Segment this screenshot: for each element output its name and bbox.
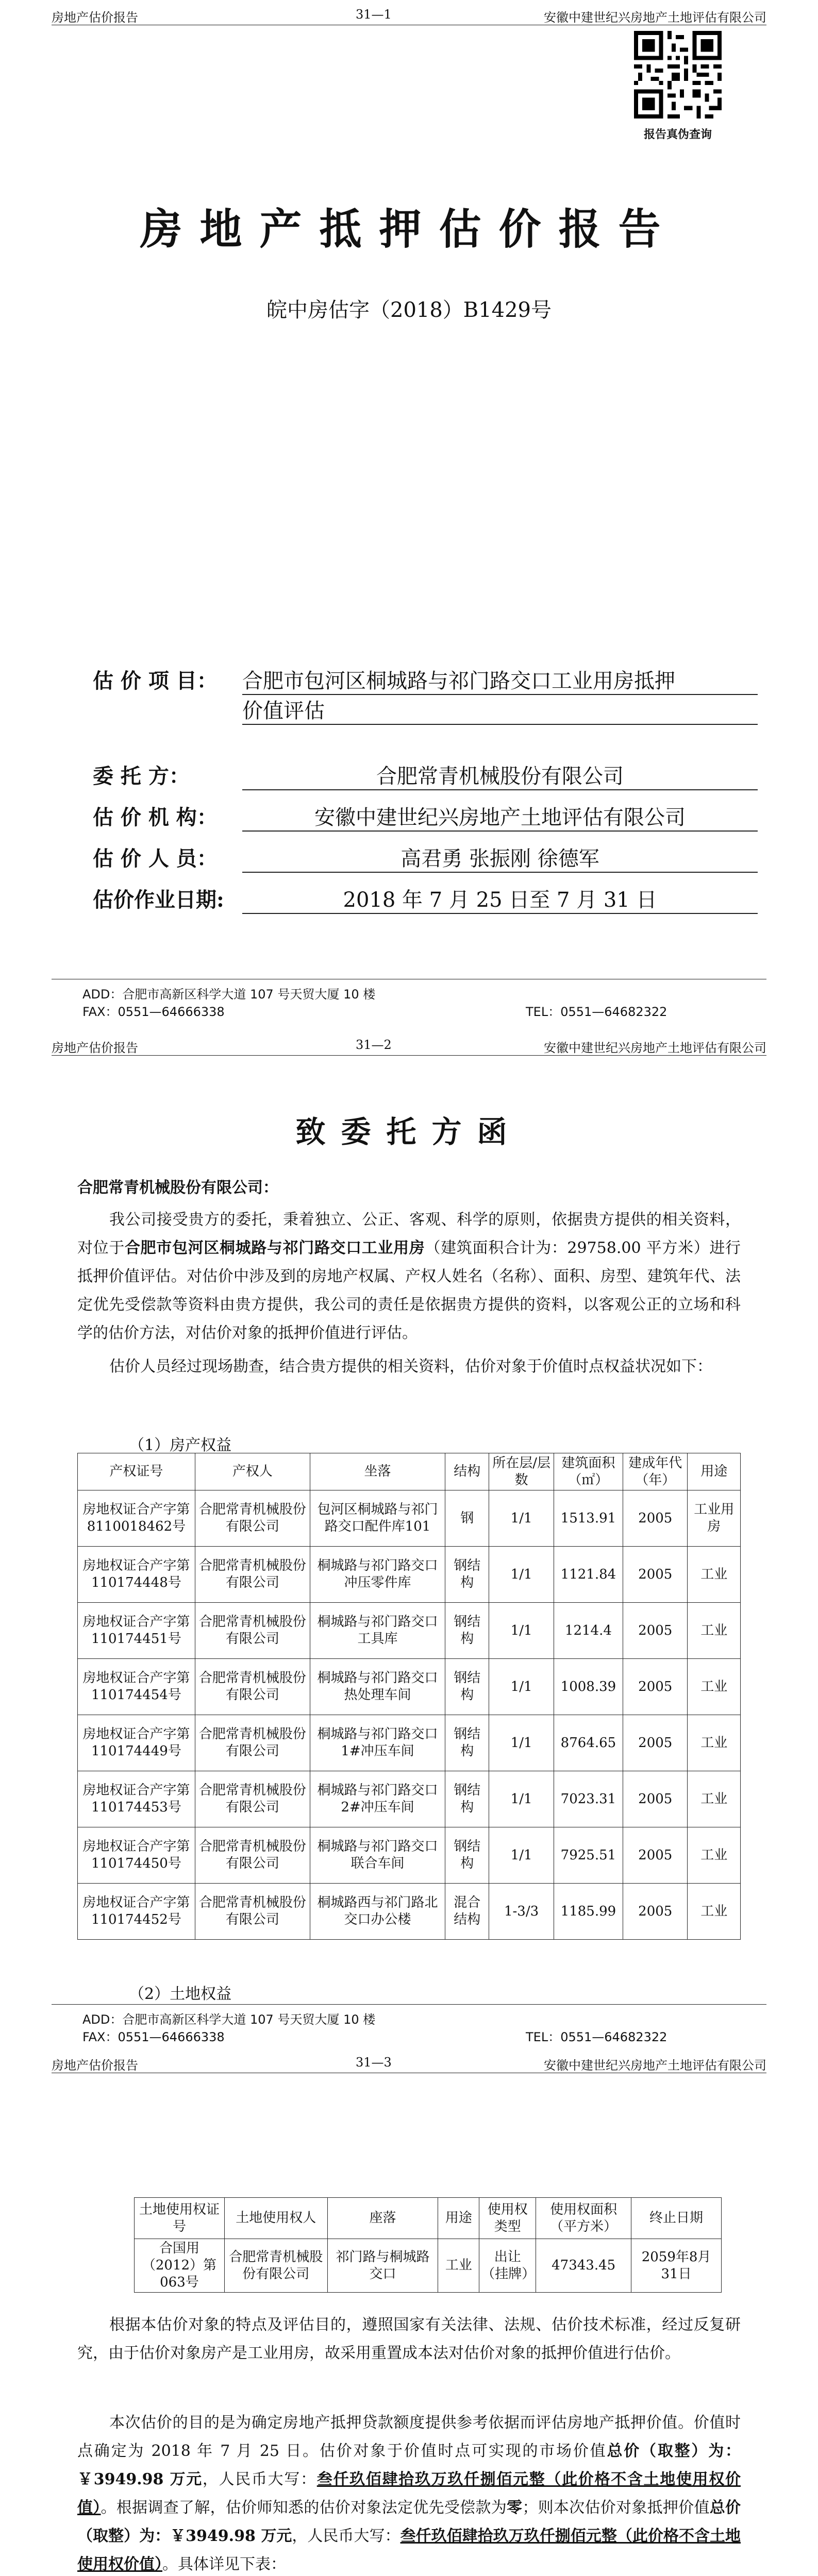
table-row: 房地权证合产字第110174450号 合肥常青机械股份有限公司 桐城路与祁门路交口联合车间 钢结构 1/1 7925.51 2005 工业	[78, 1827, 741, 1884]
cover-label: 估 价 机 构：	[93, 805, 218, 829]
qr-code-icon[interactable]	[634, 31, 722, 118]
section-land-rights: （2）土地权益	[129, 1985, 232, 2003]
header-page-number: 31—1	[356, 7, 392, 22]
letter-title: 致委托方函	[295, 1114, 523, 1149]
table-header-row: 产权证号 产权人 坐落 结构 所在层/层数 建筑面积（㎡） 建成年代（年） 用途	[78, 1453, 741, 1490]
valuation-paragraph-result: 本次估价的目的是为确定房地产抵押贷款额度提供参考依据而评估房地产抵押价值。价值时点确定为 2018 年 7 月 25 日。估价对象于价值时点可实现的市场价值总价（取整）为：￥3949.98 万元，人民币大写：叁仟玖佰肆拾玖万玖仟捌佰元整（此价格不含土地使用权价值）。根据调查了解，估价师知悉的估价对象法定优先受偿款为零；则本次估价对象抵押价值总价（取整）为：￥3949.98 万元，人民币大写：叁仟玖佰肆拾玖万玖仟捌佰元整（此价格不含土地使用权价值）。具体详见下表：	[77, 2414, 741, 2573]
cover-value: 合肥常青机械股份有限公司	[242, 760, 758, 790]
header-left: 房地产估价报告	[52, 1041, 138, 1055]
document-number: 皖中房估字（2018）B1429号	[266, 298, 552, 322]
letter-paragraph-1: 我公司接受贵方的委托，秉着独立、公正、客观、科学的原则，依据贵方提供的相关资料，对位于合肥市包河区桐城路与祁门路交口工业用房（建筑面积合计为：29758.00 平方米）进行抵押价值评估。对估价中涉及到的房地产权属、产权人姓名（名称）、面积、房型、建筑年代、法定优先受偿款等资料由贵方提供，我公司的责任是依据贵方提供的资料，以客观公正的立场和科学的估价方法，对估价对象的抵押价值进行评估。	[77, 1211, 741, 1342]
cover-value: 2018 年 7 月 25 日至 7 月 31 日	[242, 884, 758, 914]
qr-caption: 报告真伪查询	[643, 128, 712, 141]
table-row: 房地权证合产字第110174449号 合肥常青机械股份有限公司 桐城路与祁门路交口1#冲压车间 钢结构 1/1 8764.65 2005 工业	[78, 1715, 741, 1771]
table-header-row: 土地使用权证号 土地使用权人 座落 用途 使用权类型 使用权面积（平方米） 终止日期	[135, 2198, 722, 2239]
cover-label: 估 价 人 员：	[93, 846, 218, 871]
table-row: 房地权证合产字第110174452号 合肥常青机械股份有限公司 桐城路西与祁门路北交口办公楼 混合结构 1-3/3 1185.99 2005 工业	[78, 1884, 741, 1940]
footer-tel: TEL：0551—64682322	[526, 2030, 667, 2044]
valuation-paragraph-method: 根据本估价对象的特点及评估目的，遵照国家有关法律、法规、估价技术标准，经过反复研究，由于估价对象房产是工业用房，故采用重置成本法对估价对象的抵押价值进行估价。	[77, 2316, 741, 2362]
page-header	[52, 1035, 766, 1056]
table-row: 房地权证合产字第110174454号 合肥常青机械股份有限公司 桐城路与祁门路交口热处理车间 钢结构 1/1 1008.39 2005 工业	[78, 1659, 741, 1715]
footer-address: ADD：合肥市高新区科学大道 107 号天贸大厦 10 楼	[82, 987, 376, 1002]
section-property-rights: （1）房产权益	[129, 1436, 232, 1454]
letter-addressee: 合肥常青机械股份有限公司：	[77, 1179, 278, 1197]
table-row: 房地权证合产字第8110018462号 合肥常青机械股份有限公司 包河区桐城路与祁门路交口配件库101 钢 1/1 1513.91 2005 工业用房	[78, 1490, 741, 1547]
table-row: 合国用（2012）第063号 合肥常青机械股份有限公司 祁门路与桐城路交口 工业 出让（挂牌） 47343.45 2059年8月31日	[135, 2239, 722, 2293]
footer-fax: FAX：0551—64666338	[82, 2030, 225, 2044]
header-page-number: 31—2	[356, 1038, 392, 1052]
cover-label: 估价作业日期:	[93, 888, 224, 912]
page-header	[52, 4, 766, 25]
header-left: 房地产估价报告	[52, 10, 138, 25]
table-row: 房地权证合产字第110174453号 合肥常青机械股份有限公司 桐城路与祁门路交口2#冲压车间 钢结构 1/1 7023.31 2005 工业	[78, 1771, 741, 1827]
footer-fax: FAX：0551—64666338	[82, 1005, 225, 1019]
cover-label: 委 托 方：	[93, 764, 190, 788]
report-title: 房地产抵押估价报告	[140, 205, 678, 254]
table-row: 房地权证合产字第110174448号 合肥常青机械股份有限公司 桐城路与祁门路交口冲压零件库 钢结构 1/1 1121.84 2005 工业	[78, 1547, 741, 1603]
property-location: 合肥市包河区桐城路与祁门路交口工业用房	[124, 1239, 425, 1257]
cover-value: 高君勇 张振刚 徐德军	[242, 842, 758, 873]
footer-address: ADD：合肥市高新区科学大道 107 号天贸大厦 10 楼	[82, 2012, 376, 2027]
land-rights-table	[134, 2197, 722, 2293]
cover-page	[0, 0, 818, 1025]
header-page-number: 31—3	[356, 2055, 392, 2070]
table-row: 房地权证合产字第110174451号 合肥常青机械股份有限公司 桐城路与祁门路交口工具库 钢结构 1/1 1214.4 2005 工业	[78, 1603, 741, 1659]
letter-paragraph-2: 估价人员经过现场勘查，结合贵方提供的相关资料，估价对象于价值时点权益状况如下：	[109, 1358, 712, 1376]
valuation-page	[0, 2048, 818, 2576]
header-right: 安徽中建世纪兴房地产土地评估有限公司	[544, 2058, 766, 2073]
cover-label: 估 价 项 目：	[93, 669, 218, 693]
header-right: 安徽中建世纪兴房地产土地评估有限公司	[544, 10, 766, 25]
cover-value-cont: 价值评估	[242, 694, 758, 725]
letter-page	[0, 1030, 818, 2048]
property-rights-table	[77, 1453, 741, 1940]
cover-value: 合肥市包河区桐城路与祁门路交口工业用房抵押	[242, 665, 758, 695]
cover-value: 安徽中建世纪兴房地产土地评估有限公司	[242, 801, 758, 832]
page-header	[52, 2052, 766, 2073]
header-right: 安徽中建世纪兴房地产土地评估有限公司	[544, 1041, 766, 1055]
header-left: 房地产估价报告	[52, 2058, 138, 2073]
footer-tel: TEL：0551—64682322	[526, 1005, 667, 1019]
